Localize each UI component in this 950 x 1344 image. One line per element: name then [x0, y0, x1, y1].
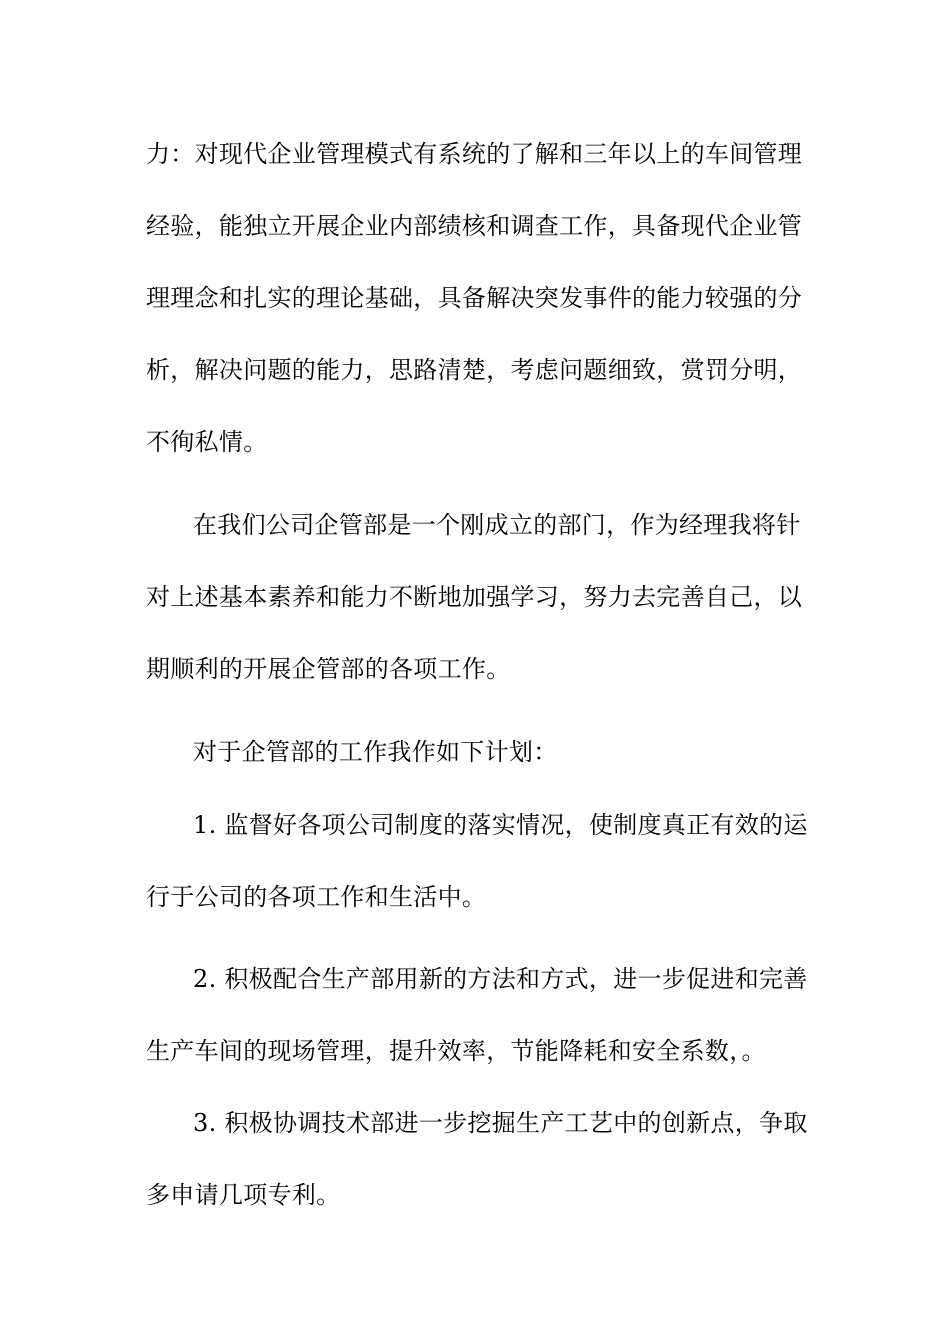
paragraph-line: 析，解决问题的能力，思路清楚，考虑问题细致，赏罚分明，: [146, 356, 803, 384]
paragraph-line: 理理念和扎实的理论基础，具备解决突发事件的能力较强的分: [146, 284, 803, 312]
list-item-line: 行于公司的各项工作和生活中。: [146, 883, 487, 911]
paragraph-line: 不徇私情。: [146, 428, 268, 456]
paragraph-line: 期顺利的开展企管部的各项工作。: [146, 655, 511, 683]
paragraph-line: 经验，能独立开展企业内部绩核和调查工作，具备现代企业管: [146, 212, 803, 240]
list-item-line: 多申请几项专利。: [146, 1181, 341, 1209]
list-item-line: 生产车间的现场管理，提升效率，节能降耗和安全系数，。: [146, 1037, 766, 1065]
paragraph-line: 在我们公司企管部是一个刚成立的部门，作为经理我将针: [193, 511, 801, 539]
list-item-line: 2. 积极配合生产部用新的方法和方式，进一步促进和完善: [193, 965, 808, 993]
paragraph-line: 对于企管部的工作我作如下计划：: [193, 738, 558, 766]
paragraph-line: 对上述基本素养和能力不断地加强学习，努力去完善自己，以: [146, 583, 803, 611]
list-item-line: 3. 积极协调技术部进一步挖掘生产工艺中的创新点，争取: [193, 1109, 808, 1137]
paragraph-line: 力：对现代企业管理模式有系统的了解和三年以上的车间管理: [146, 140, 803, 168]
list-item-line: 1. 监督好各项公司制度的落实情况，使制度真正有效的运: [193, 811, 808, 839]
